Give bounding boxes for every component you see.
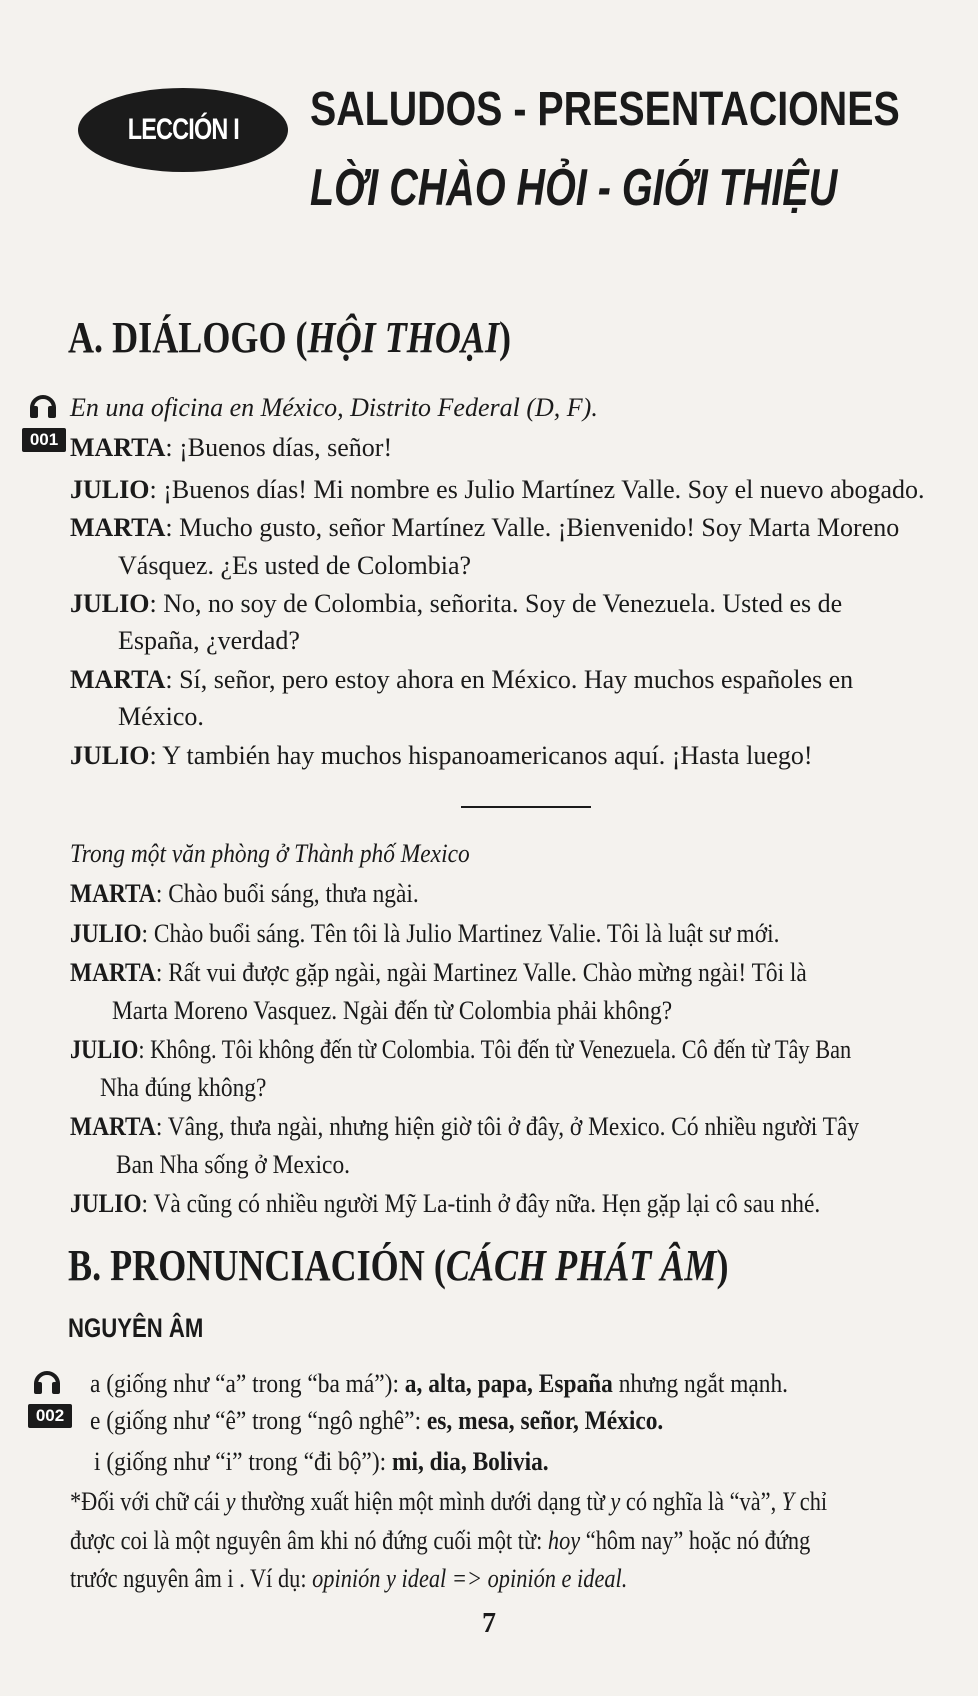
dialogue-line-continued: Vásquez. ¿Es usted de Colombia? [118,551,472,580]
translation-line: JULIO: Chào buổi sáng. Tên tôi là Julio Martinez Valie. Tôi là luật sư mới. [70,919,780,948]
section-a-heading: A. DIÁLOGO (HỘI THOẠI) [68,313,512,362]
dialogue-line: JULIO: ¡Buenos días! Mi nombre es Julio Martínez Valle. Soy el nuevo abogado. [70,475,925,504]
vowel-line: e (giống như “ê” trong “ngô nghê”: es, mesa, señor, México. [90,1406,664,1435]
headphones-icon [32,1366,62,1396]
note-line: *Đối với chữ cái y thường xuất hiện một mình dưới dạng từ y có nghĩa là “và”, Y chỉ [70,1487,828,1516]
lesson-title-spanish: SALUDOS - PRESENTACIONES [310,83,900,136]
translation-line-continued: Nha đúng không? [100,1073,267,1102]
dialogue-setting: En una oficina en México, Distrito Federal (D, F). [70,393,598,422]
dialogue-line: JULIO: No, no soy de Colombia, señorita. Soy de Venezuela. Usted es de [70,589,843,618]
dialogue-line-continued: México. [118,702,204,731]
note-line: trước nguyên âm i . Ví dụ: opinión y ideal => opinión e ideal. [70,1564,628,1593]
lesson-title-vietnamese: LỜI CHÀO HỎI - GIỚI THIỆU [310,159,838,217]
dialogue-line-continued: España, ¿verdad? [118,626,300,655]
translation-line: JULIO: Không. Tôi không đến từ Colombia. Tôi đến từ Venezuela. Cô đến từ Tây Ban [70,1035,852,1064]
dialogue-line: MARTA: Sí, señor, pero estoy ahora en México. Hay muchos españoles en [70,665,854,694]
vowel-line: i (giống như “i” trong “đi bộ”): mi, dia, Bolivia. [94,1447,549,1476]
track-badge-001: 001 [22,428,66,452]
translation-line-continued: Marta Moreno Vasquez. Ngài đến từ Colombia phải không? [112,996,673,1025]
translation-line: MARTA: Rất vui được gặp ngài, ngài Martinez Valle. Chào mừng ngài! Tôi là [70,958,807,987]
track-badge-002: 002 [28,1404,72,1428]
page-number: 7 [482,1608,496,1639]
vowels-subheading: NGUYÊN ÂM [68,1313,204,1343]
lesson-badge [78,88,288,172]
dialogue-line: MARTA: ¡Buenos días, señor! [70,433,393,462]
translation-setting: Trong một văn phòng ở Thành phố Mexico [70,839,470,868]
translation-line: JULIO: Và cũng có nhiều người Mỹ La-tinh ở đây nữa. Hẹn gặp lại cô sau nhé. [70,1189,821,1218]
dialogue-line: MARTA: Mucho gusto, señor Martínez Valle. ¡Bienvenido! Soy Marta Moreno [70,513,900,542]
section-b-heading: B. PRONUNCIACIÓN (CÁCH PHÁT ÂM) [68,1241,729,1290]
translation-line: MARTA: Vâng, thưa ngài, nhưng hiện giờ tôi ở đây, ở Mexico. Có nhiều người Tây [70,1112,860,1141]
headphones-icon [28,390,58,420]
dialogue-line: JULIO: Y también hay muchos hispanoamericanos aquí. ¡Hasta luego! [70,741,813,770]
note-line: được coi là một nguyên âm khi nó đứng cuối một từ: hoy “hôm nay” hoặc nó đứng [70,1526,811,1555]
translation-line: MARTA: Chào buổi sáng, thưa ngài. [70,879,419,908]
lesson-badge-label: LECCIÓN I [127,113,239,146]
translation-line-continued: Ban Nha sống ở Mexico. [116,1150,350,1179]
vowel-line: a (giống như “a” trong “ba má”): a, alta, papa, España nhưng ngắt mạnh. [90,1369,789,1398]
section-divider [461,806,591,808]
